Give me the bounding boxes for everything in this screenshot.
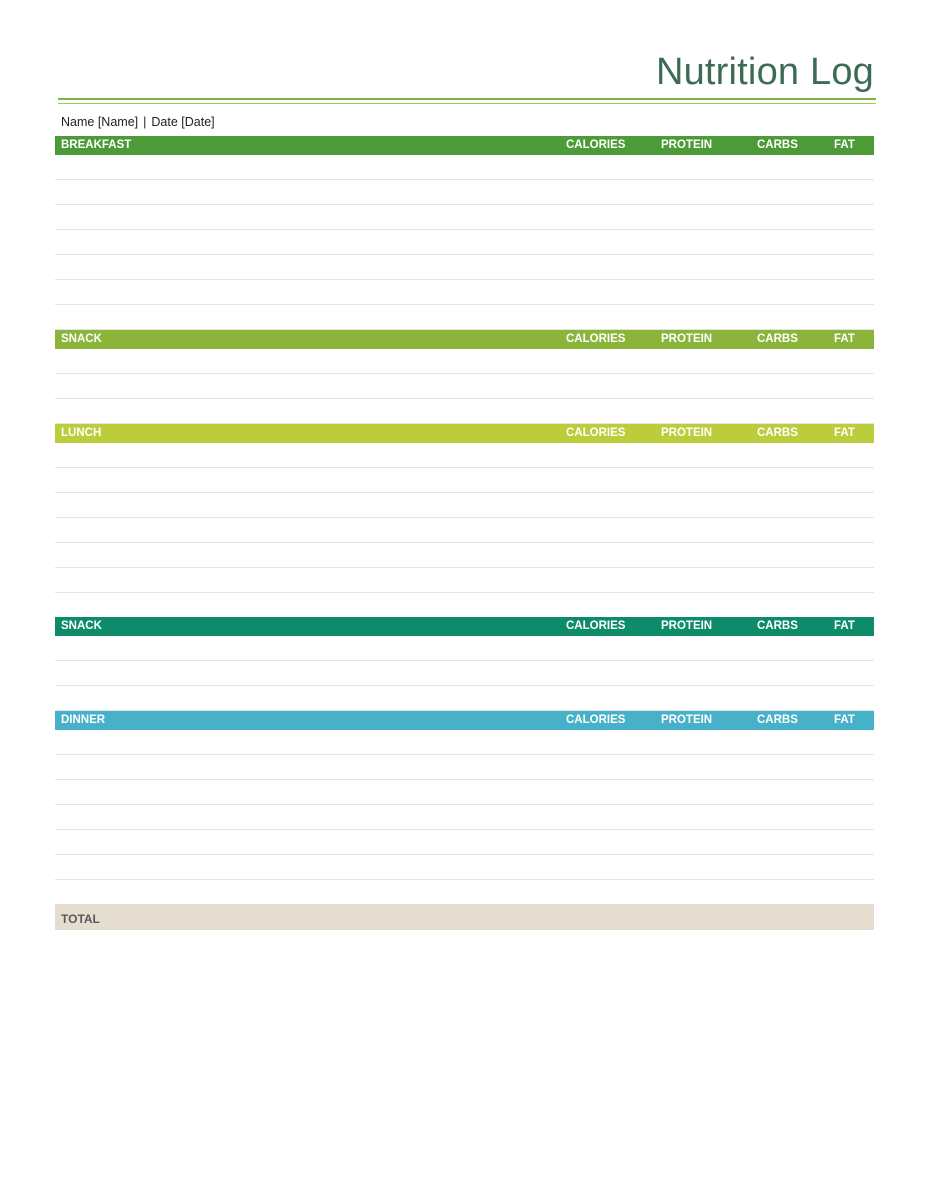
section-label: SNACK: [61, 333, 102, 345]
entry-row[interactable]: [55, 205, 874, 230]
calories-column-header: CALORIES: [566, 139, 626, 151]
entry-rows: [55, 636, 874, 711]
entry-row[interactable]: [55, 399, 874, 424]
calories-column-header: CALORIES: [566, 714, 626, 726]
entry-rows: [55, 730, 874, 905]
section-label: LUNCH: [61, 427, 102, 439]
entry-row[interactable]: [55, 880, 874, 905]
name-date-line: [61, 114, 215, 130]
meta-separator: |: [143, 115, 147, 129]
section-header: [55, 711, 874, 730]
entry-row[interactable]: [55, 855, 874, 880]
page-title: Nutrition Log: [655, 51, 874, 93]
fat-column-header: FAT: [834, 620, 855, 632]
section-header: [55, 617, 874, 636]
total-label: TOTAL: [61, 912, 100, 926]
entry-row[interactable]: [55, 568, 874, 593]
section-header: [55, 330, 874, 349]
entry-row[interactable]: [55, 780, 874, 805]
entry-row[interactable]: [55, 686, 874, 711]
entry-row[interactable]: [55, 349, 874, 374]
entry-row[interactable]: [55, 230, 874, 255]
fat-column-header: FAT: [834, 139, 855, 151]
protein-column-header: PROTEIN: [661, 427, 713, 439]
entry-row[interactable]: [55, 374, 874, 399]
entry-row[interactable]: [55, 280, 874, 305]
carbs-column-header: CARBS: [757, 139, 798, 151]
carbs-column-header: CARBS: [757, 620, 798, 632]
protein-column-header: PROTEIN: [661, 333, 713, 345]
section-label: DINNER: [61, 714, 106, 726]
protein-column-header: PROTEIN: [661, 139, 713, 151]
name-field[interactable]: [Name]: [97, 115, 139, 129]
total-bar: [55, 904, 874, 930]
fat-column-header: FAT: [834, 333, 855, 345]
fat-column-header: FAT: [834, 427, 855, 439]
entry-rows: [55, 349, 874, 424]
entry-row[interactable]: [55, 593, 874, 618]
carbs-column-header: CARBS: [757, 427, 798, 439]
protein-column-header: PROTEIN: [661, 714, 713, 726]
title-rule: [58, 98, 876, 100]
calories-column-header: CALORIES: [566, 333, 626, 345]
entry-row[interactable]: [55, 636, 874, 661]
section-header: [55, 136, 874, 155]
entry-row[interactable]: [55, 468, 874, 493]
entry-rows: [55, 155, 874, 330]
entry-row[interactable]: [55, 805, 874, 830]
carbs-column-header: CARBS: [757, 333, 798, 345]
date-label: Date: [151, 115, 178, 129]
section-label: BREAKFAST: [61, 139, 132, 151]
breakfast-section: [55, 136, 874, 330]
section-header: [55, 424, 874, 443]
carbs-column-header: CARBS: [757, 714, 798, 726]
calories-column-header: CALORIES: [566, 620, 626, 632]
snack-section-2: [55, 617, 874, 711]
entry-row[interactable]: [55, 518, 874, 543]
entry-row[interactable]: [55, 255, 874, 280]
snack-section-1: [55, 330, 874, 424]
protein-column-header: PROTEIN: [661, 620, 713, 632]
entry-rows: [55, 443, 874, 618]
entry-row[interactable]: [55, 661, 874, 686]
fat-column-header: FAT: [834, 714, 855, 726]
date-field[interactable]: [Date]: [181, 115, 215, 129]
entry-row[interactable]: [55, 493, 874, 518]
entry-row[interactable]: [55, 180, 874, 205]
entry-row[interactable]: [55, 443, 874, 468]
entry-row[interactable]: [55, 543, 874, 568]
dinner-section: [55, 711, 874, 905]
section-label: SNACK: [61, 620, 102, 632]
name-label: Name: [61, 115, 95, 129]
calories-column-header: CALORIES: [566, 427, 626, 439]
entry-row[interactable]: [55, 730, 874, 755]
entry-row[interactable]: [55, 305, 874, 330]
entry-row[interactable]: [55, 755, 874, 780]
title-rule-thin: [58, 103, 876, 104]
entry-row[interactable]: [55, 830, 874, 855]
entry-row[interactable]: [55, 155, 874, 180]
lunch-section: [55, 424, 874, 618]
